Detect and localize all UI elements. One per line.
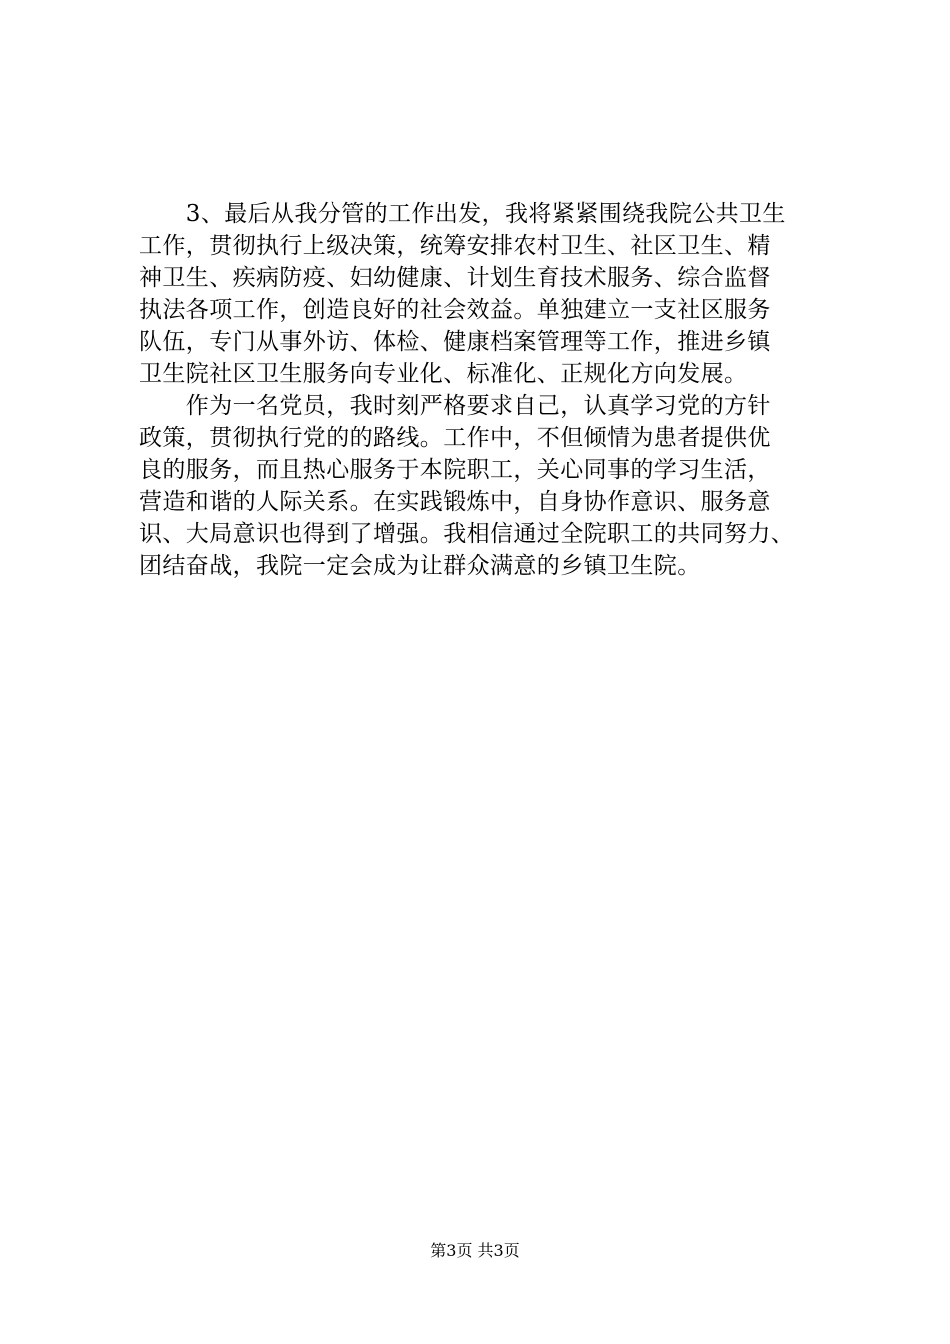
text-line: 神卫生、疾病防疫、妇幼健康、计划生育技术服务、综合监督 bbox=[139, 265, 771, 291]
text-line: 3、最后从我分管的工作出发，我将紧紧围绕我院公共卫生 bbox=[139, 201, 786, 227]
text-line: 队伍，专门从事外访、体检、健康档案管理等工作，推进乡镇 bbox=[139, 329, 771, 355]
text-line: 政策，贯彻执行党的的路线。工作中，不但倾情为患者提供优 bbox=[139, 425, 771, 451]
page-number-footer: 第3页 共3页 bbox=[430, 1241, 520, 1260]
text-line: 工作，贯彻执行上级决策，统筹安排农村卫生、社区卫生、精 bbox=[139, 233, 771, 259]
document-body bbox=[139, 198, 859, 582]
text-line: 作为一名党员，我时刻严格要求自己，认真学习党的方针 bbox=[139, 393, 771, 419]
text-line: 执法各项工作，创造良好的社会效益。单独建立一支社区服务 bbox=[139, 297, 771, 323]
text-line: 卫生院社区卫生服务向专业化、标准化、正规化方向发展。 bbox=[139, 361, 748, 387]
text-line: 识、大局意识也得到了增强。我相信通过全院职工的共同努力、 bbox=[139, 521, 795, 547]
text-line: 营造和谐的人际关系。在实践锻炼中，自身协作意识、服务意 bbox=[139, 489, 771, 515]
text-line: 良的服务，而且热心服务于本院职工，关心同事的学习生活， bbox=[139, 457, 771, 483]
text-line: 团结奋战，我院一定会成为让群众满意的乡镇卫生院。 bbox=[139, 553, 701, 579]
